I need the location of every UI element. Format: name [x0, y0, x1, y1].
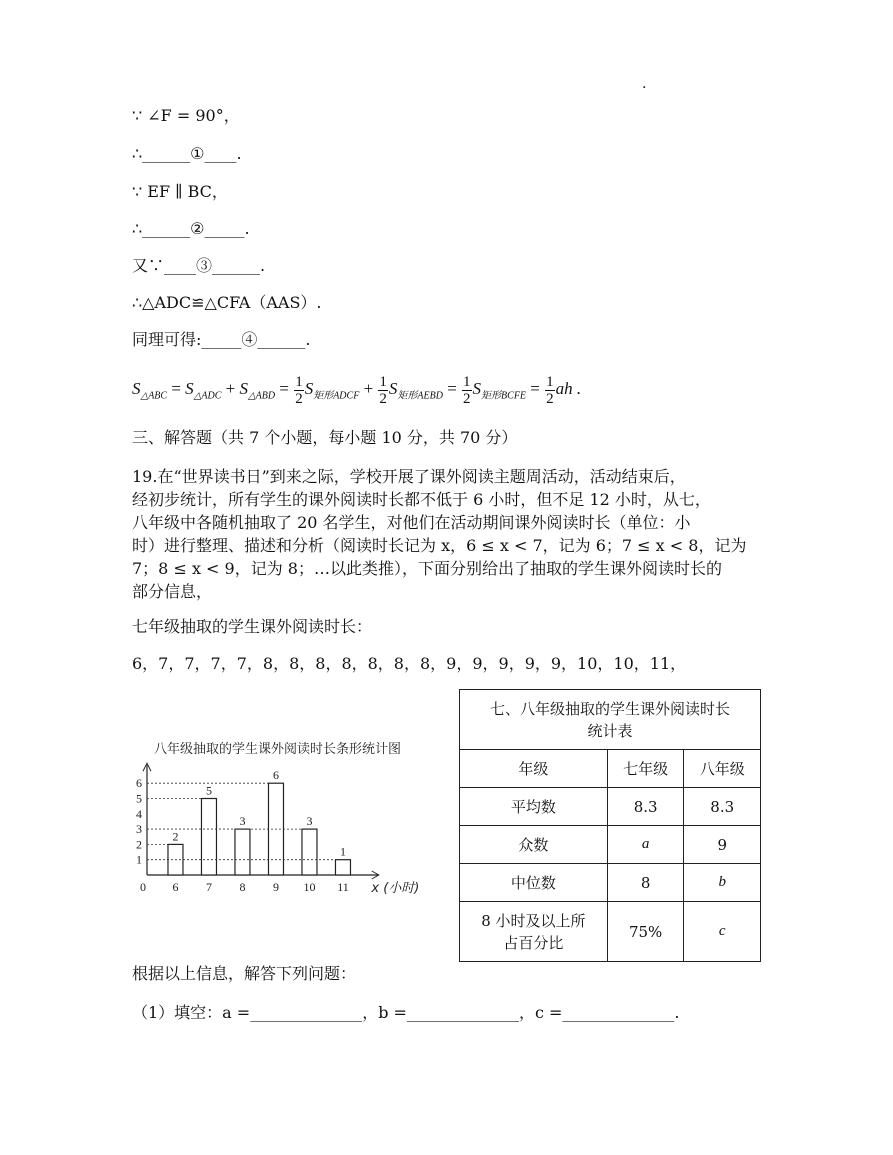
bar-value-label: 6	[272, 768, 279, 783]
table-header-g7: 七年级	[607, 750, 684, 788]
top-mark: .	[642, 76, 647, 92]
y-tick-label: 2	[136, 837, 142, 852]
bar-value-label: 3	[239, 814, 246, 829]
bar	[235, 829, 250, 875]
q19-row-4: 时）进行整理、描述和分析（阅读时长记为 x，6 ≤ x < 7，记为 6；7 ≤ x < 8，记为	[132, 536, 747, 555]
bar-value-label: 1	[339, 844, 346, 859]
bar-value-label: 5	[205, 783, 212, 798]
table-row: 众数 a 9	[460, 826, 761, 864]
q19-row-5: 7；8 ≤ x < 9，记为 8；…以此类推），下面分别给出了抽取的学生课外阅读时长的	[132, 559, 722, 578]
fraction-half: $\frac{1}{2}$	[295, 373, 303, 407]
proof-line-4: ∴______②_____.	[132, 219, 250, 238]
fraction-half: $\frac{1}{2}$	[379, 373, 387, 407]
x-tick-label: 10	[303, 880, 316, 894]
grade7-data: 6，7，7，7，7，8，8，8，8，8，8，8，9，9，9，9，9，10，10，11，	[132, 654, 687, 673]
fraction-half: $\frac{1}{2}$	[463, 373, 471, 407]
bar-value-label: 2	[172, 829, 179, 844]
bar	[335, 860, 350, 875]
x-tick-label: 8	[239, 880, 246, 894]
stats-table-title: 七、八年级抽取的学生课外阅读时长 统计表	[460, 690, 761, 750]
proof-line-5: 又∵____③______.	[132, 256, 266, 275]
x-tick-label: 11	[337, 880, 349, 894]
y-tick-label: 5	[136, 791, 142, 806]
proof-line-3: ∵ EF ∥ BC，	[132, 182, 228, 201]
stats-table	[459, 689, 761, 962]
grade8-bar-chart	[130, 735, 430, 895]
bar	[201, 799, 216, 876]
y-tick-label: 1	[136, 852, 142, 867]
table-row: 8 小时及以上所 占百分比 75% c	[460, 902, 761, 962]
table-row: 平均数 8.3 8.3	[460, 788, 761, 826]
proof-line-1: ∵ ∠F = 90°，	[132, 106, 240, 125]
proof-line-6: ∴△ADC≌△CFA（AAS）.	[132, 293, 322, 312]
y-tick-label: 3	[136, 822, 142, 837]
fraction-half: $\frac{1}{2}$	[546, 373, 554, 407]
y-tick-label: 6	[136, 776, 142, 791]
area-formula: $S_{\triangle ABC} = S_{\triangle ADC} + S_{\triangle ABD}$ = $\frac{1}{2}$ $S_{矩形ADCF}$ + $\frac{1}{2}$ $S_{矩形AEBD}$ = $\frac{1}{2}$ $S_{矩形BCFE}$ = $\frac{1}{2}$ ah .	[132, 373, 582, 407]
table-header-g8: 八年级	[684, 750, 761, 788]
proof-line-7: 同理可得:_____④______.	[132, 330, 311, 349]
proof-line-2: ∴______①____.	[132, 144, 242, 163]
question-19	[132, 465, 772, 603]
x-tick-label: 7	[205, 880, 212, 894]
chart-title: 八年级抽取的学生课外阅读时长条形统计图	[154, 742, 402, 757]
y-tick-label: 4	[136, 806, 142, 821]
q19-row-2: 经初步统计，所有学生的课外阅读时长都不低于 6 小时，但不足 12 小时，从七，	[132, 490, 711, 509]
x-axis-label: x (小时)	[371, 881, 420, 896]
q19-row-1: 19.在“世界读书日”到来之际，学校开展了课外阅读主题周活动，活动结束后，	[132, 467, 686, 486]
q19-row-6: 部分信息，	[132, 582, 213, 601]
table-header-grade: 年级	[460, 750, 608, 788]
part-1-fill-in: （1）填空：a =______________，b =______________，c =______________.	[132, 1003, 680, 1022]
q19-row-3: 八年级中各随机抽取了 20 名学生，对他们在活动期间课外阅读时长（单位：小	[132, 513, 691, 532]
origin-label: 0	[140, 880, 146, 894]
table-row: 中位数 8 b	[460, 864, 761, 902]
closing-line: 根据以上信息，解答下列问题：	[132, 964, 357, 983]
bar	[302, 829, 317, 875]
x-tick-label: 6	[172, 880, 179, 894]
bar-value-label: 3	[306, 814, 313, 829]
section-title: 三、解答题（共 7 个小题，每小题 10 分，共 70 分）	[132, 428, 518, 447]
x-tick-label: 9	[272, 880, 279, 894]
grade7-label: 七年级抽取的学生课外阅读时长：	[132, 617, 373, 636]
